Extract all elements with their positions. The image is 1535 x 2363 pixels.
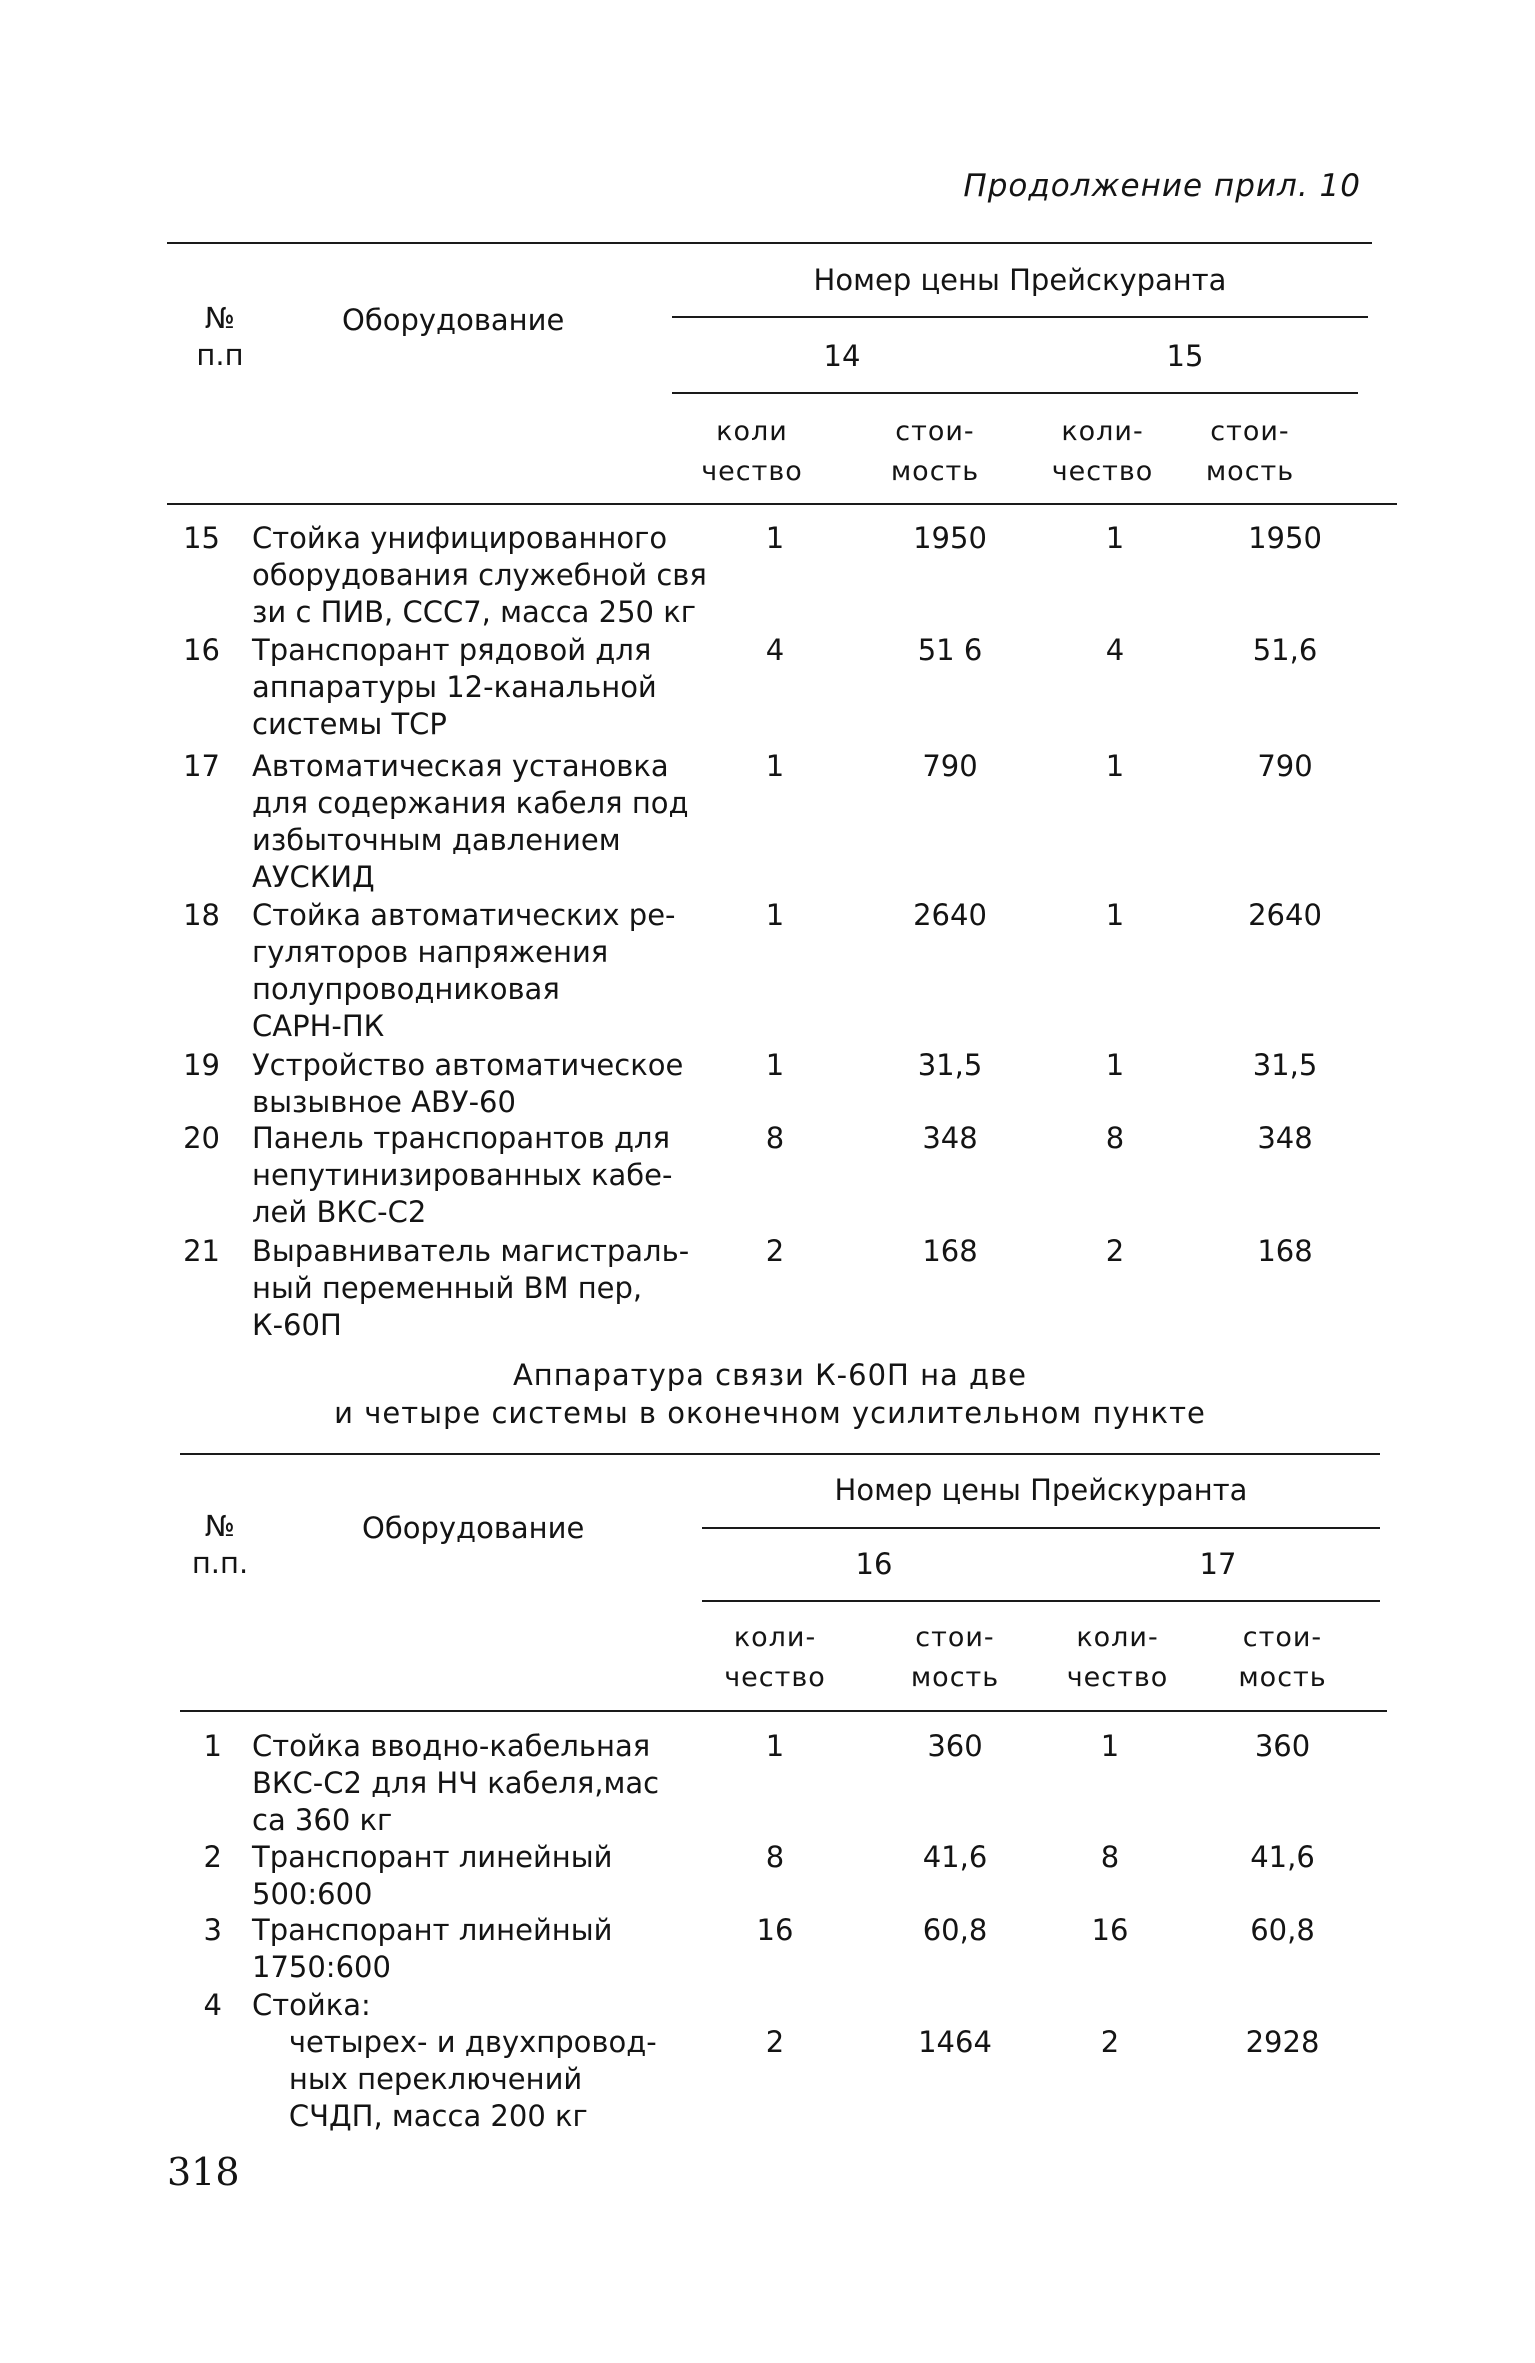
quantity-1: 2 (765, 1234, 785, 1268)
cost-2: 360 (1254, 1729, 1311, 1763)
equipment-name-line: гуляторов напряжения (252, 935, 609, 969)
equipment-name-line: ный переменный ВМ пер, (252, 1271, 643, 1305)
cost-1: 51 6 (917, 633, 983, 667)
quantity-2: 2 (1100, 2025, 1120, 2059)
equipment-name-line: Устройство автоматическое (252, 1048, 684, 1082)
equipment-name-line: для содержания кабеля под (252, 786, 689, 820)
cost-2: 790 (1257, 749, 1313, 783)
equipment-name-line: СЧДП, масса 200 кг (252, 2099, 588, 2133)
quantity-2: 1 (1100, 1729, 1120, 1763)
header-cost-2: стои- мость (1205, 416, 1295, 487)
header-qty-1: коли- чество (724, 1622, 826, 1693)
cost-1: 790 (922, 749, 978, 783)
row-number: 17 (183, 749, 220, 783)
equipment-name-line: Стойка автоматических ре- (252, 898, 676, 932)
quantity-1: 4 (765, 633, 785, 667)
equipment-name-line: Транспорант линейный (252, 1913, 613, 1947)
header-col-16: 16 (855, 1547, 893, 1581)
equipment-name-line: зи с ПИВ, ССС7, масса 250 кг (252, 595, 696, 629)
row-number: 19 (183, 1048, 220, 1082)
equipment-name (252, 1987, 371, 2024)
equipment-name-line: АУСКИД (252, 860, 375, 894)
header-equipment: Оборудование (342, 303, 565, 337)
quantity-1: 1 (765, 521, 785, 555)
header-num: № п.п (196, 301, 244, 372)
cost-1: 31,5 (917, 1048, 983, 1082)
header-cost-2: стои- мость (1238, 1622, 1327, 1693)
table-rule-header-bottom (180, 1710, 1387, 1712)
cost-1: 2640 (913, 898, 987, 932)
quantity-1: 1 (765, 1048, 785, 1082)
equipment-name (252, 1728, 659, 1839)
equipment-name-line: непутинизированных кабе- (252, 1158, 673, 1192)
quantity-2: 8 (1100, 1840, 1120, 1874)
table-rule-top (180, 1453, 1380, 1455)
row-number: 16 (183, 633, 220, 667)
cost-2: 41,6 (1250, 1840, 1315, 1874)
quantity-1: 16 (756, 1913, 794, 1947)
header-equipment: Оборудование (362, 1511, 585, 1545)
row-number: 15 (183, 521, 220, 555)
running-head: Продолжение прил. 10 (963, 168, 1361, 204)
quantity-2: 8 (1105, 1121, 1125, 1155)
equipment-name-line: полупроводниковая (252, 972, 560, 1006)
cost-2: 2928 (1245, 2025, 1320, 2059)
quantity-1: 1 (765, 898, 785, 932)
quantity-1: 1 (765, 749, 785, 783)
equipment-name-line: са 360 кг (252, 1803, 393, 1837)
header-col-17: 17 (1199, 1547, 1237, 1581)
equipment-name (252, 1912, 613, 1986)
cost-2: 348 (1257, 1121, 1313, 1155)
header-cost-1: стои- мость (890, 416, 980, 487)
quantity-2: 1 (1105, 521, 1125, 555)
header-qty-1: коли чество (701, 416, 803, 487)
equipment-name-line: Стойка унифицированного (252, 521, 668, 555)
section-title: Аппаратура связи К-60П на две и четыре системы в оконечном усилительном пункте (334, 1358, 1206, 1430)
equipment-name (252, 1839, 613, 1913)
equipment-name-line: оборудования служебной свя (252, 558, 707, 592)
page-number: 318 (167, 2150, 240, 2194)
equipment-name-line: Автоматическая установка (252, 749, 669, 783)
equipment-name-line: аппаратуры 12-канальной (252, 670, 657, 704)
equipment-name-line: Стойка вводно-кабельная (252, 1729, 651, 1763)
equipment-name-line: САРН-ПК (252, 1009, 385, 1043)
cost-1: 1950 (913, 521, 987, 555)
quantity-1: 2 (765, 2025, 785, 2059)
equipment-name-line: Выравниватель магистраль- (252, 1234, 690, 1268)
quantity-2: 16 (1091, 1913, 1129, 1947)
equipment-name-line: 500:600 (252, 1877, 373, 1911)
equipment-name-line: ных переключений (252, 2062, 583, 2096)
equipment-name-line: системы ТСР (252, 707, 447, 741)
equipment-name-line: Транспорант линейный (252, 1840, 613, 1874)
quantity-1: 8 (765, 1840, 785, 1874)
quantity-2: 1 (1105, 898, 1125, 932)
cost-1: 348 (922, 1121, 978, 1155)
cost-1: 60,8 (922, 1913, 988, 1947)
table-rule-group (702, 1527, 1380, 1529)
cost-1: 168 (922, 1234, 978, 1268)
quantity-1: 1 (765, 1729, 785, 1763)
table-rule-sub (702, 1600, 1380, 1602)
cost-2: 60,8 (1250, 1913, 1315, 1947)
header-price-group: Номер цены Прейскуранта (834, 1473, 1248, 1507)
equipment-name-line: ВКС-С2 для НЧ кабеля,мас (252, 1766, 660, 1800)
row-number: 4 (203, 1988, 222, 2022)
header-qty-2: коли- чество (1051, 416, 1154, 487)
quantity-1: 8 (765, 1121, 785, 1155)
cost-2: 168 (1257, 1234, 1313, 1268)
header-cost-1: стои- мость (910, 1622, 1000, 1693)
row-number: 20 (183, 1121, 220, 1155)
cost-2: 31,5 (1252, 1048, 1318, 1082)
equipment-name-line: Стойка: (252, 1988, 371, 2022)
quantity-2: 4 (1105, 633, 1125, 667)
equipment-name (252, 2024, 657, 2135)
equipment-name-line: 1750:600 (252, 1950, 391, 1984)
header-col-14: 14 (823, 339, 861, 373)
equipment-name-line: лей ВКС-С2 (252, 1195, 427, 1229)
header-num: № п.п. (191, 1509, 249, 1580)
equipment-name-line: избыточным давлением (252, 823, 621, 857)
row-number: 1 (203, 1729, 222, 1763)
cost-2: 1950 (1248, 521, 1322, 555)
header-col-15: 15 (1166, 339, 1204, 373)
equipment-name-line: К-60П (252, 1308, 342, 1342)
row-number: 21 (183, 1234, 220, 1268)
header-qty-2: коли- чество (1066, 1622, 1169, 1693)
cost-2: 51,6 (1252, 633, 1318, 667)
equipment-name-line: Панель транспорантов для (252, 1121, 671, 1155)
equipment-name-line: вызывное АВУ-60 (252, 1085, 516, 1119)
row-number: 2 (203, 1840, 222, 1874)
equipment-name-line: Транспорант рядовой для (252, 633, 652, 667)
cost-1: 360 (927, 1729, 983, 1763)
row-number: 18 (183, 898, 220, 932)
quantity-2: 2 (1105, 1234, 1125, 1268)
quantity-2: 1 (1105, 1048, 1125, 1082)
row-number: 3 (203, 1913, 222, 1947)
cost-1: 41,6 (922, 1840, 988, 1874)
cost-1: 1464 (918, 2025, 992, 2059)
quantity-2: 1 (1105, 749, 1125, 783)
cost-2: 2640 (1248, 898, 1322, 932)
equipment-name-line: четырех- и двухпровод- (252, 2025, 657, 2059)
header-price-group: Номер цены Прейскуранта (813, 263, 1227, 297)
